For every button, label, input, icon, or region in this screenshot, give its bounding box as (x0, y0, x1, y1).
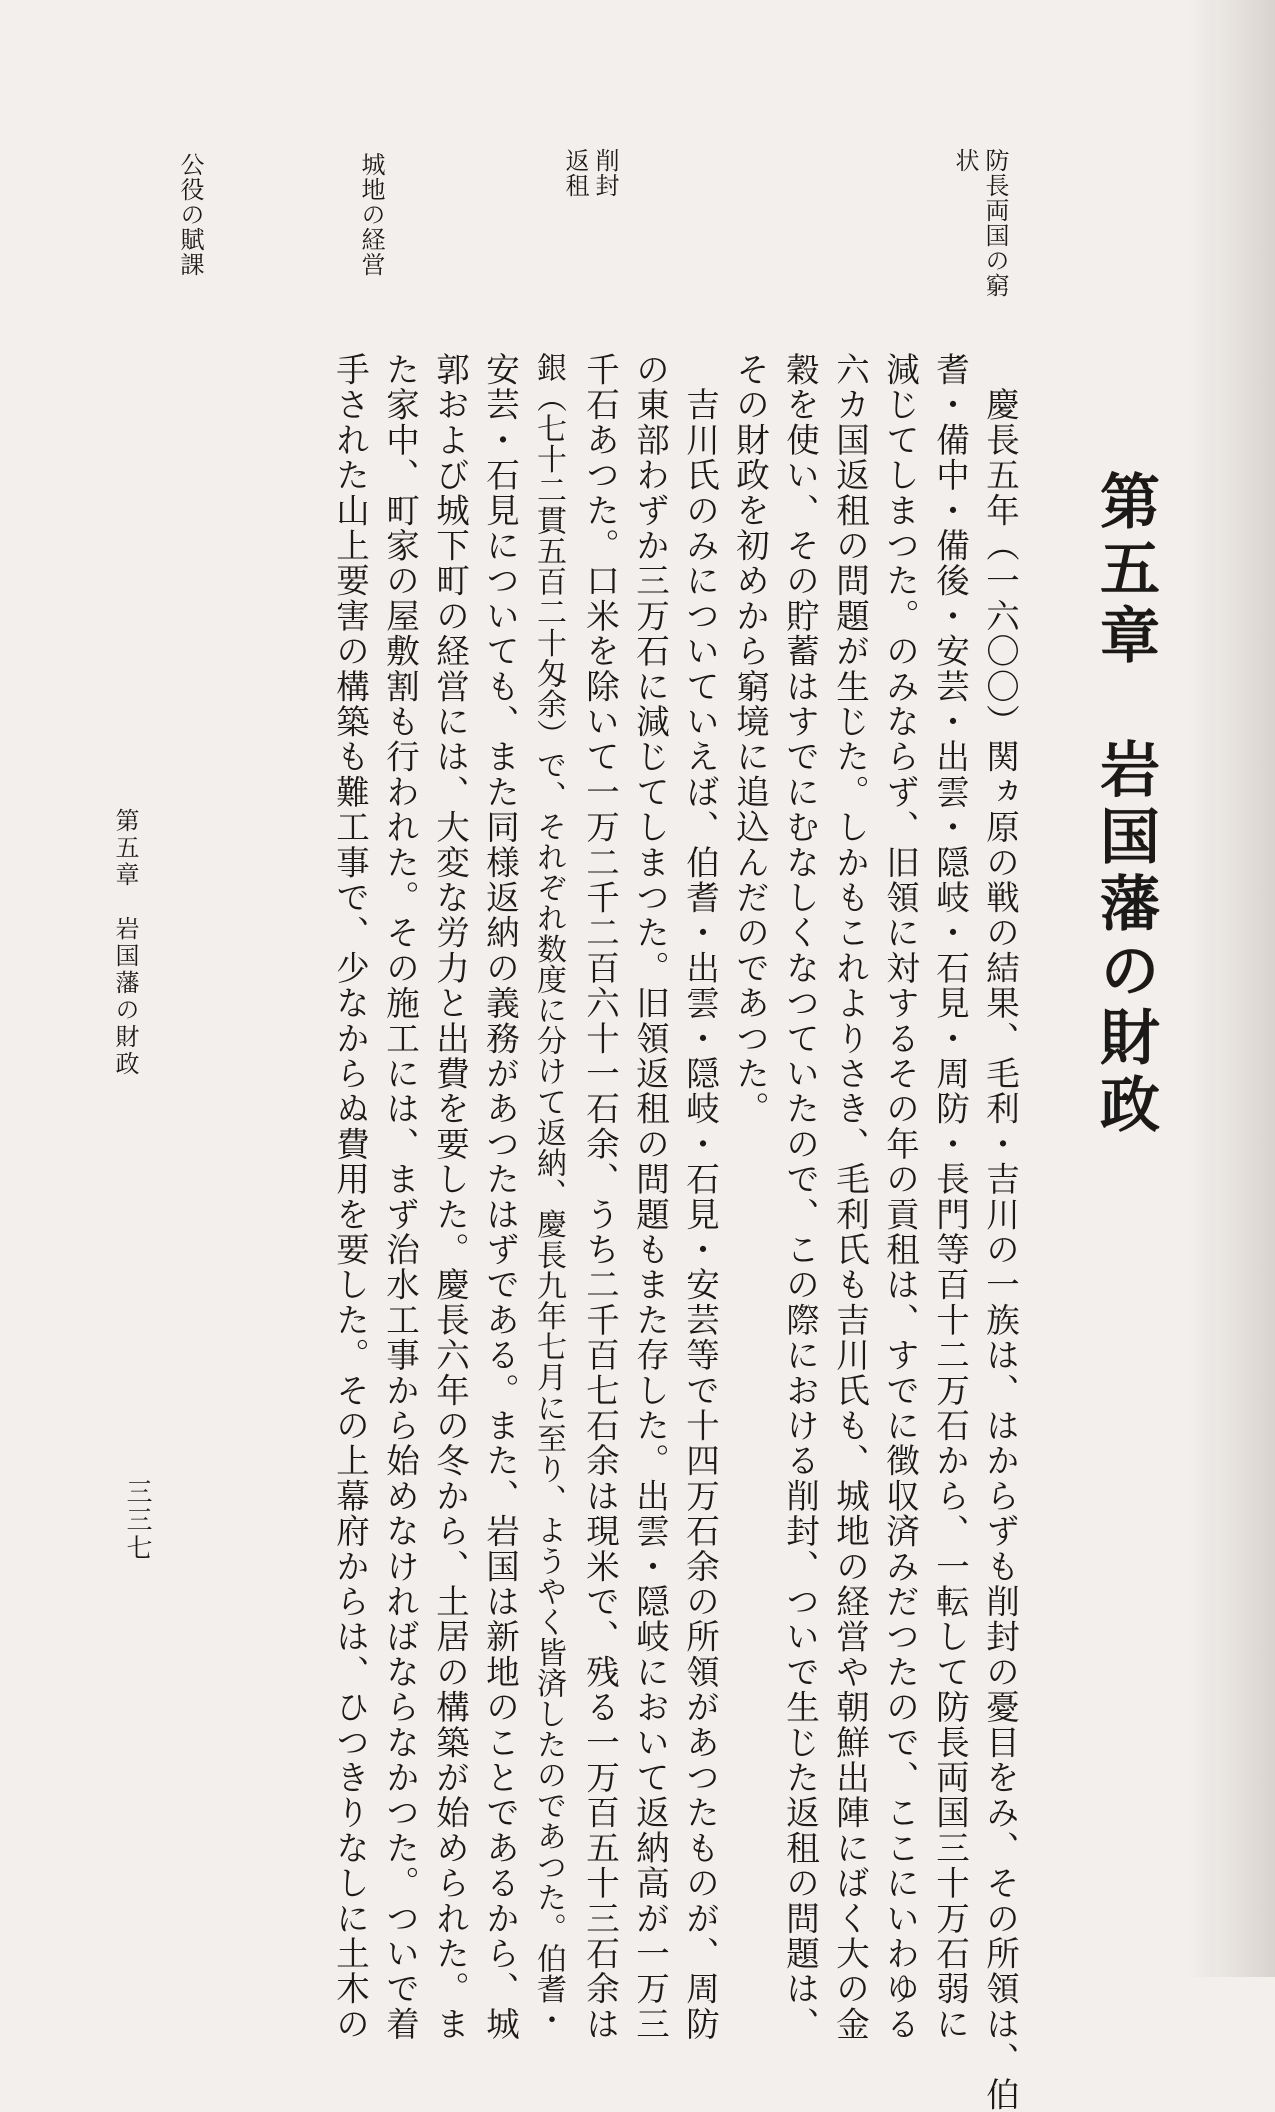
body-column: 千石あつた。口米を除いて一万二千二百六十一石余、うち二千百七石余は現米で、残る一万百五十三石余は (580, 352, 620, 2042)
body-column: その財政を初めから窮境に追込んだのであつた。 (730, 352, 770, 1127)
page-edge (1215, 0, 1275, 1977)
side-note: 削封返租 (561, 148, 619, 198)
body-column: 銀（七十二貫五百二十匁余）で、それぞれ数度に分けて返納、慶長九年七月に至り、ようやく皆済したのであつた。伯耆・ (531, 352, 566, 2035)
body-column: 手された山上要害の構築も難工事で、少なからぬ費用を要した。その上幕府からは、ひつきりなしに土木の (330, 352, 370, 2042)
body-column: 郭および城下町の経営には、大変な労力と出費を要した。慶長六年の冬から、土居の構築が始められた。ま (430, 352, 470, 2042)
running-title: 第五章 岩国藩の財政 (111, 808, 139, 1078)
body-column: 穀を使い、その貯蓄はすでにむなしくなつていたので、この際における削封、ついで生じた返租の問題は、 (780, 352, 820, 2042)
body-column: 減じてしまつた。のみならず、旧領に対するその年の貢租は、すでに徴収済みだつたので、ここにいわゆる (880, 352, 920, 2042)
side-note: 公役の賦課 (176, 152, 204, 277)
body-column: 六カ国返租の問題が生じた。しかもこれよりさき、毛利氏も吉川氏も、城地の経営や朝鮮出陣にばく大の金 (830, 352, 870, 2042)
chapter-title: 第五章 岩国藩の財政 (1090, 470, 1160, 1140)
body-column: 吉川氏のみについていえば、伯耆・出雲・隠岐・石見・安芸等で十四万石余の所領があつたものが、周防 (680, 352, 720, 2042)
page-number: 三三七 (122, 1478, 152, 1562)
body-column: た家中、町家の屋敷割も行われた。その施工には、まず治水工事から始めなければならなかつた。ついで着 (380, 352, 420, 2042)
page-gutter-shadow (1187, 0, 1215, 1977)
body-column: 安芸・石見についても、また同様返納の義務があつたはずである。また、岩国は新地のことであるから、城 (480, 352, 520, 2042)
body-column: 慶長五年（一六〇〇）関ヵ原の戦の結果、毛利・吉川の一族は、はからずも削封の憂目をみ、その所領は、伯 (980, 352, 1020, 2112)
side-note: 防長両国の窮状 (951, 148, 1009, 298)
body-column: 耆・備中・備後・安芸・出雲・隠岐・石見・周防・長門等百十二万石から、一転して防長両国三十万石弱に (930, 352, 970, 2042)
body-column: の東部わずか三万石に減じてしまつた。旧領返租の問題もまた存した。出雲・隠岐において返納高が一万三 (630, 352, 670, 2042)
side-note: 城地の経営 (357, 152, 385, 277)
